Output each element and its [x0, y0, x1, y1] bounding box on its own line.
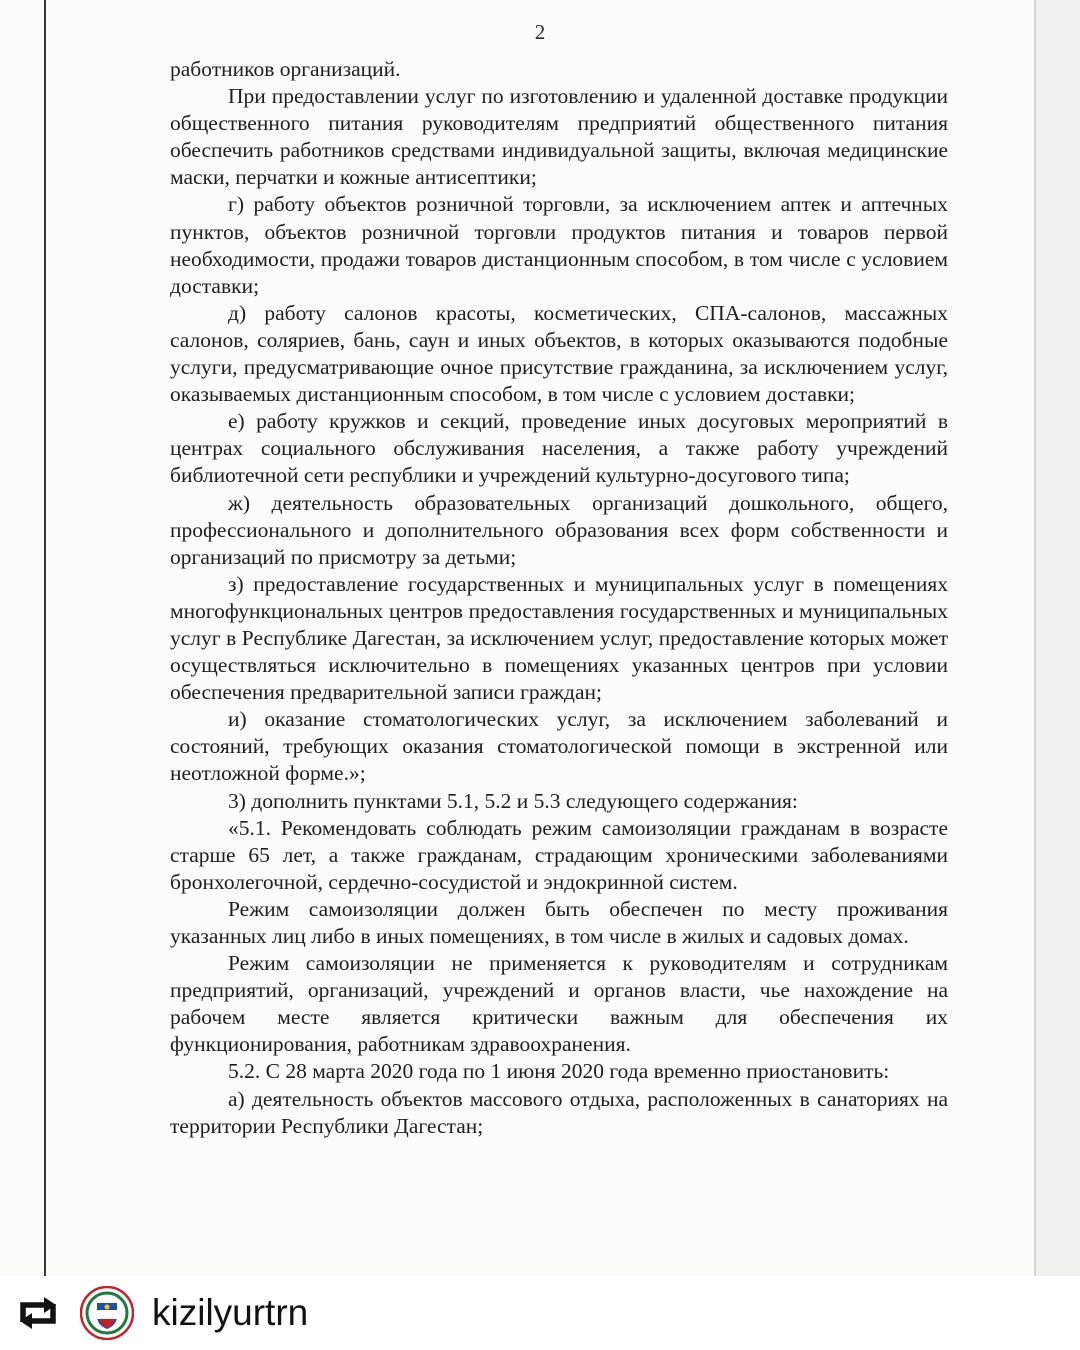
paragraph: 3) дополнить пунктами 5.1, 5.2 и 5.3 следующего содержания: — [228, 788, 798, 813]
repost-icon[interactable] — [14, 1292, 62, 1334]
paragraph: 5.2. С 28 марта 2020 года по 1 июня 2020 года временно приостановить: — [228, 1059, 890, 1084]
paragraph: е) работу кружков и секций, проведение иных досуговых мероприятий в центрах социального обслуживания населения, а также работу учреждений библиотечной сети республики и учреждений культурно-досугового типа; — [170, 409, 948, 488]
paragraph: При предоставлении услуг по изготовлению и удаленной доставке продукции общественного питания руководителям предприятий общественного питания обеспечить работников средствами индивидуальной защиты, включая медицинские маски, перчатки и кожные антисептики; — [170, 84, 948, 190]
paragraph: а) деятельность объектов массового отдыха, расположенных в санаториях на территории Республики Дагестан; — [170, 1086, 948, 1138]
document-body — [170, 56, 948, 1140]
paragraph: г) работу объектов розничной торговли, за исключением аптек и аптечных пунктов, объектов розничной торговли продуктов питания и товаров первой необходимости, продажи товаров дистанционным способом, в том числе с условием доставки; — [170, 192, 948, 298]
paragraph: работников организаций. — [170, 57, 401, 81]
district-emblem-icon[interactable] — [80, 1286, 134, 1340]
paragraph: Режим самоизоляции не применяется к руководителям и сотрудникам предприятий, организаций, учреждений и органов власти, чье нахождение на рабочем месте является критически важным для обеспечения их функционирования, работникам здравоохранения. — [170, 951, 948, 1057]
page-right-edge — [1034, 0, 1036, 1350]
paragraph: з) предоставление государственных и муниципальных услуг в помещениях многофункциональных центров предоставления государственных и муниципальных услуг в Республике Дагестан, за исключением услуг, предоставление которых может осуществляться исключительно в помещениях указанных центров при условии обеспечения предварительной записи граждан; — [170, 571, 948, 705]
paragraph: ж) деятельность образовательных организаций дошкольного, общего, профессионального и дополнительного образования всех форм собственности и организаций по присмотру за детьми; — [170, 490, 948, 569]
paragraph: д) работу салонов красоты, косметических, СПА-салонов, массажных салонов, соляриев, бань, саун и иных объектов, в которых оказываются подобные услуги, предусматривающие очное присутствие гражданина, за исключением услуг, оказываемых дистанционным способом, в том числе с условием доставки; — [170, 300, 948, 407]
repost-footer — [0, 1276, 1080, 1350]
paragraph: и) оказание стоматологических услуг, за исключением заболеваний и состояний, требующих оказания стоматологической помощи в экстренной или неотложной форме.»; — [170, 707, 948, 786]
page-left-border — [44, 0, 46, 1276]
paragraph: «5.1. Рекомендовать соблюдать режим самоизоляции гражданам в возрасте старше 65 лет, а также гражданам, страдающим хроническими заболеваниями бронхолегочной, сердечно-сосудистой и эндокринной систем. — [170, 815, 948, 894]
paragraph: Режим самоизоляции должен быть обеспечен по месту проживания указанных лиц либо в иных помещениях, в том числе в жилых и садовых домах. — [170, 896, 948, 948]
account-username[interactable]: kizilyurtrn — [152, 1292, 309, 1333]
page-number: 2 — [534, 20, 546, 44]
